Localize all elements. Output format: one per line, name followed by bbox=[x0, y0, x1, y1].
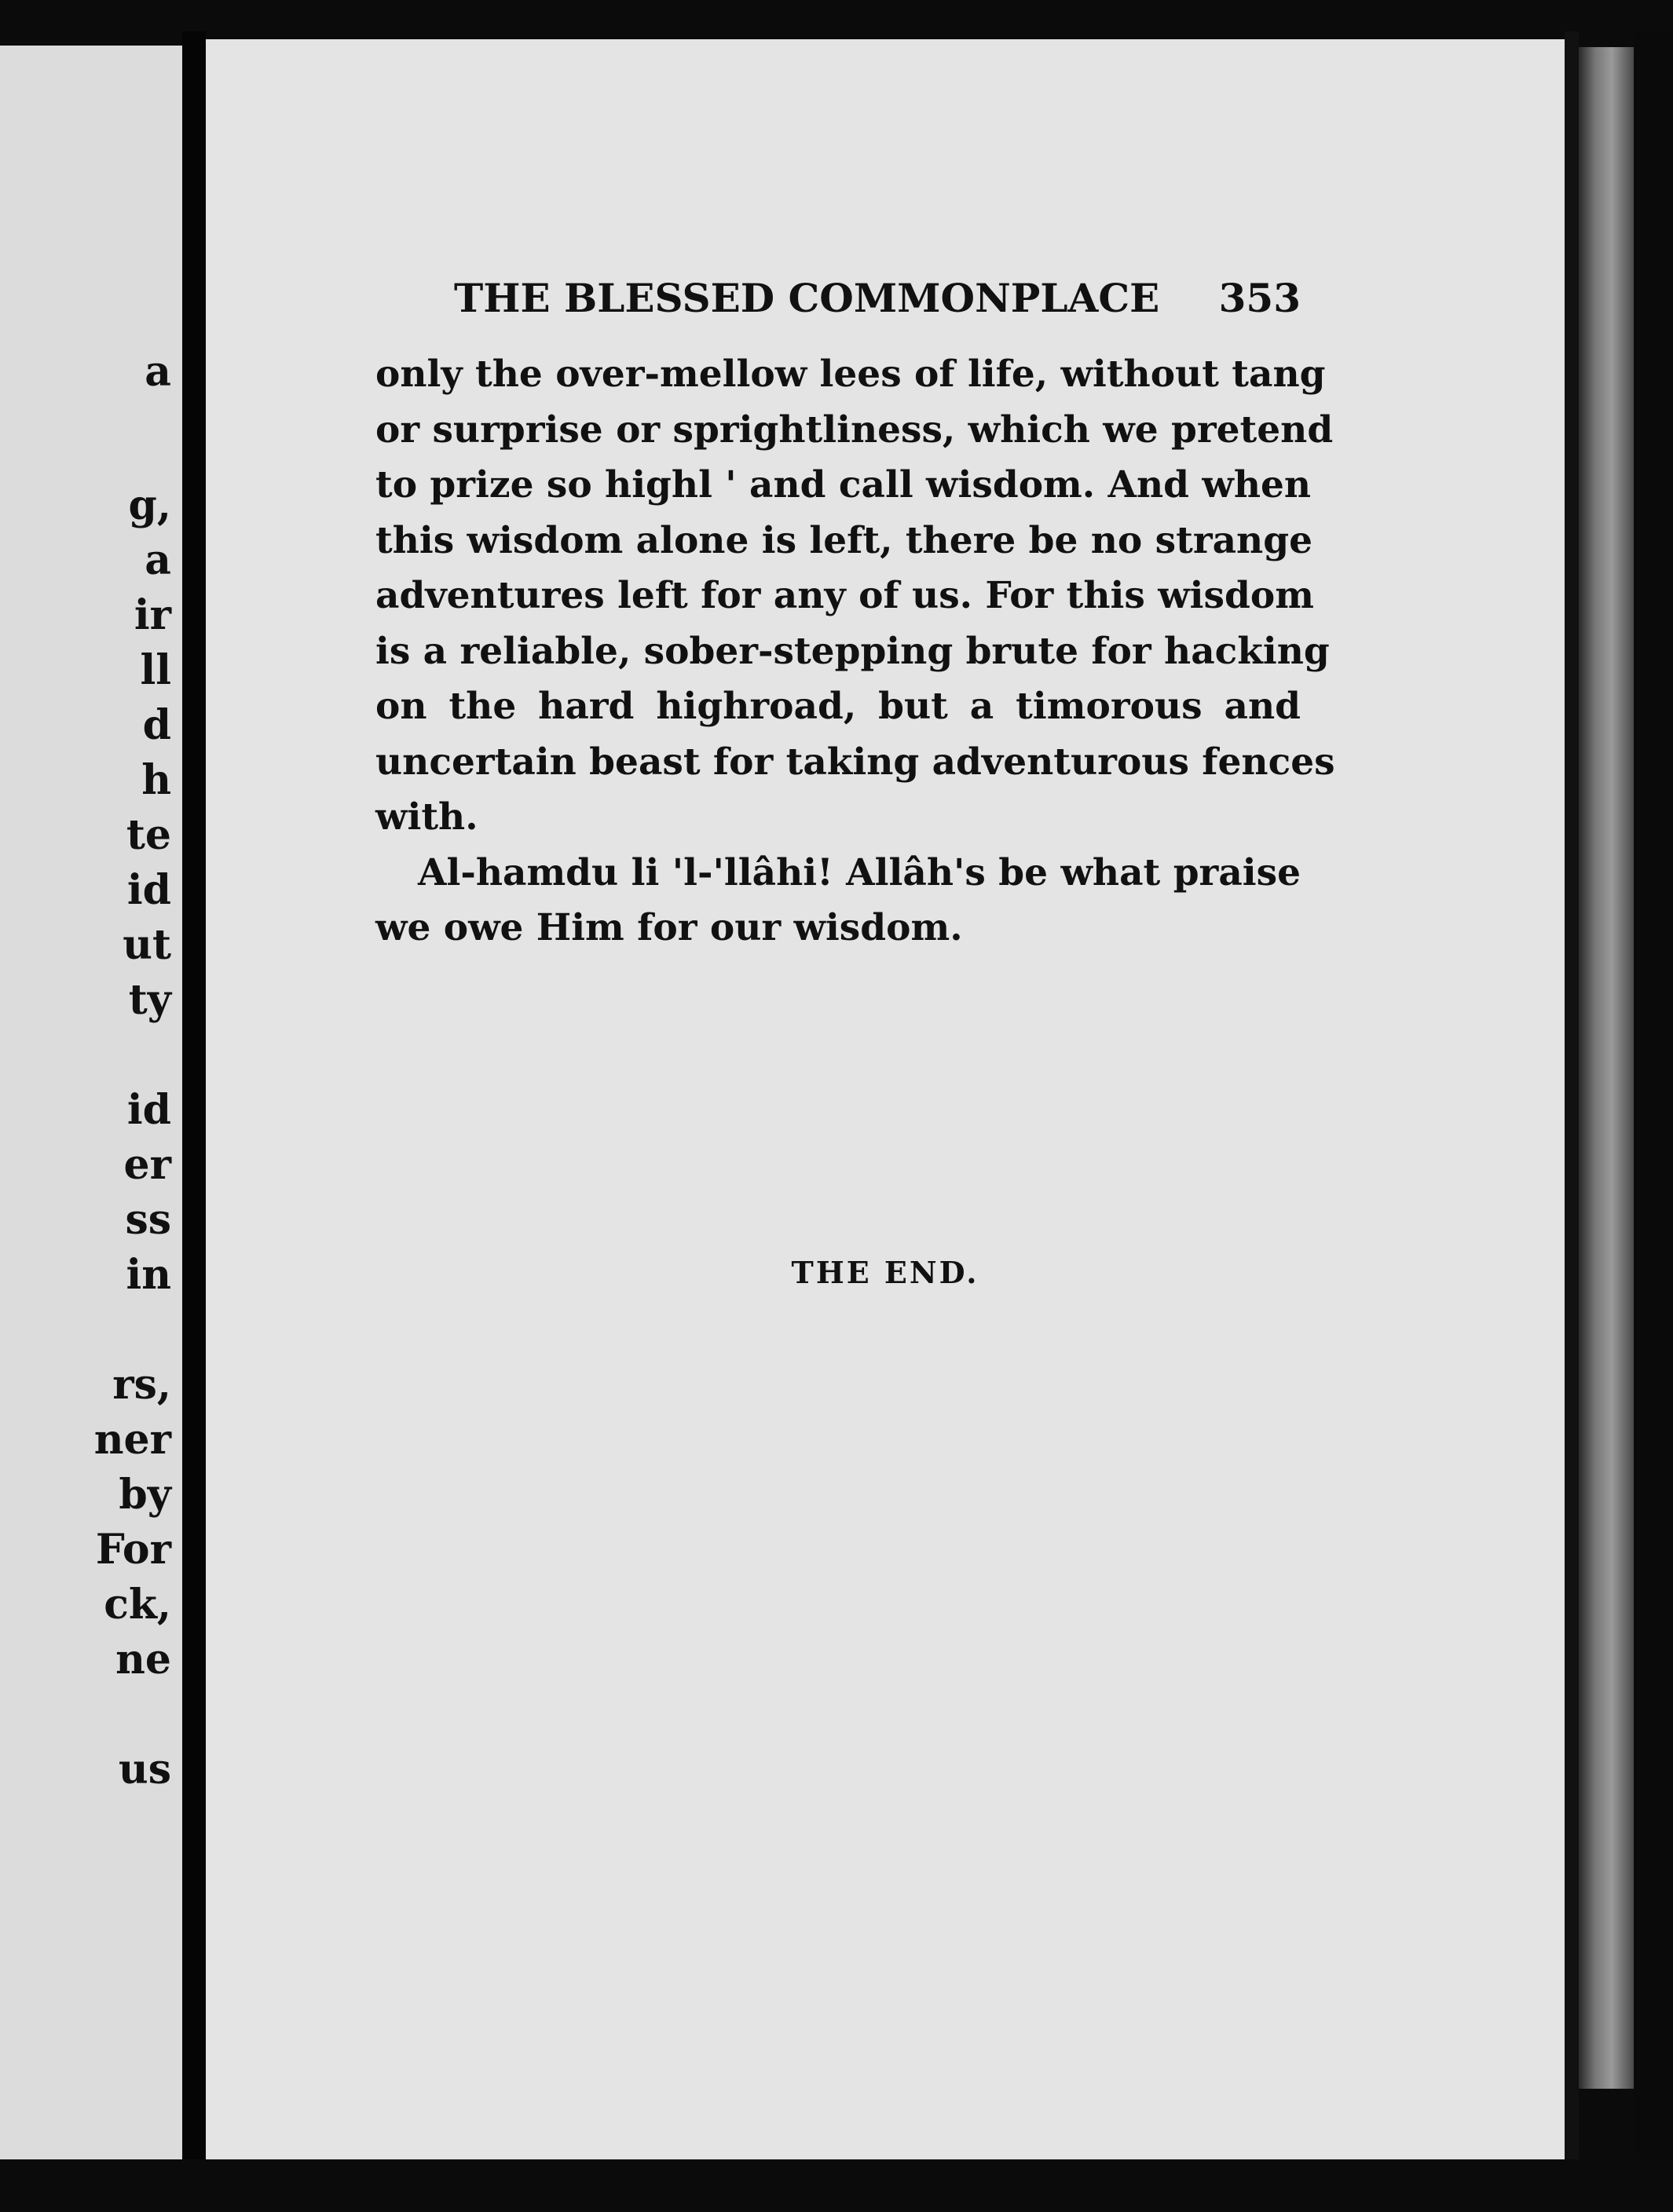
left-facing-page bbox=[0, 46, 182, 2181]
text-line: on the hard highroad, but a timorous and bbox=[375, 685, 1301, 728]
book-gutter bbox=[182, 31, 206, 2183]
the-end-label: THE END. bbox=[791, 1255, 979, 1290]
text-line: this wisdom alone is left, there be no strange bbox=[375, 518, 1312, 562]
left-page-fragment: ner bbox=[93, 1416, 171, 1464]
scan-border-top bbox=[0, 0, 1673, 39]
scan-border-bottom bbox=[0, 2159, 1673, 2212]
left-page-fragment: er bbox=[123, 1141, 171, 1189]
book-page bbox=[206, 39, 1565, 2159]
text-line: Al-hamdu li 'l-'llâhi! Allâh's be what praise bbox=[418, 850, 1301, 894]
page-number: 353 bbox=[1218, 275, 1301, 321]
left-page-fragment: a bbox=[145, 348, 171, 396]
left-page-fragment: d bbox=[142, 701, 171, 749]
running-head-title: THE BLESSED COMMONPLACE bbox=[454, 275, 1160, 321]
paragraph-2 bbox=[375, 846, 1301, 956]
left-page-fragment: ck, bbox=[104, 1581, 171, 1629]
left-page-fragment: ll bbox=[140, 646, 171, 694]
left-page-fragment: in bbox=[126, 1251, 171, 1299]
left-page-fragment: id bbox=[126, 1086, 171, 1134]
scan-border-right bbox=[1634, 31, 1673, 2212]
text-line: to prize so highl ' and call wisdom. And when bbox=[375, 463, 1312, 506]
left-page-fragment: a bbox=[145, 536, 171, 584]
left-page-fragment: ut bbox=[123, 921, 171, 969]
left-page-fragment: g, bbox=[128, 481, 171, 529]
left-page-fragment: For bbox=[95, 1526, 171, 1574]
text-line: is a reliable, sober-stepping brute for hacking bbox=[375, 629, 1330, 673]
text-line: or surprise or sprightliness, which we pretend bbox=[375, 408, 1334, 452]
left-page-fragment: te bbox=[126, 811, 171, 859]
left-page-fragment: ss bbox=[125, 1196, 171, 1244]
left-page-fragment: ne bbox=[115, 1636, 171, 1684]
running-head bbox=[454, 275, 1301, 321]
left-page-fragment: us bbox=[118, 1746, 171, 1793]
text-line: with. bbox=[375, 795, 478, 839]
left-page-fragment: ir bbox=[134, 591, 171, 639]
left-page-fragment: ty bbox=[128, 976, 171, 1024]
left-page-fragment: by bbox=[119, 1471, 171, 1519]
paragraph-1 bbox=[375, 347, 1335, 846]
left-page-fragment: id bbox=[126, 866, 171, 914]
text-line: only the over-mellow lees of life, without tang bbox=[375, 353, 1326, 396]
page-edge-shadow bbox=[1565, 31, 1579, 2183]
left-page-fragment: rs, bbox=[112, 1361, 171, 1409]
page-body bbox=[375, 347, 1335, 956]
left-page-fragment: h bbox=[141, 756, 171, 804]
text-line: adventures left for any of us. For this wisdom bbox=[375, 574, 1314, 617]
book-fore-edge bbox=[1579, 47, 1634, 2089]
text-line: uncertain beast for taking adventurous fences bbox=[375, 740, 1335, 784]
text-line: we owe Him for our wisdom. bbox=[375, 906, 963, 949]
